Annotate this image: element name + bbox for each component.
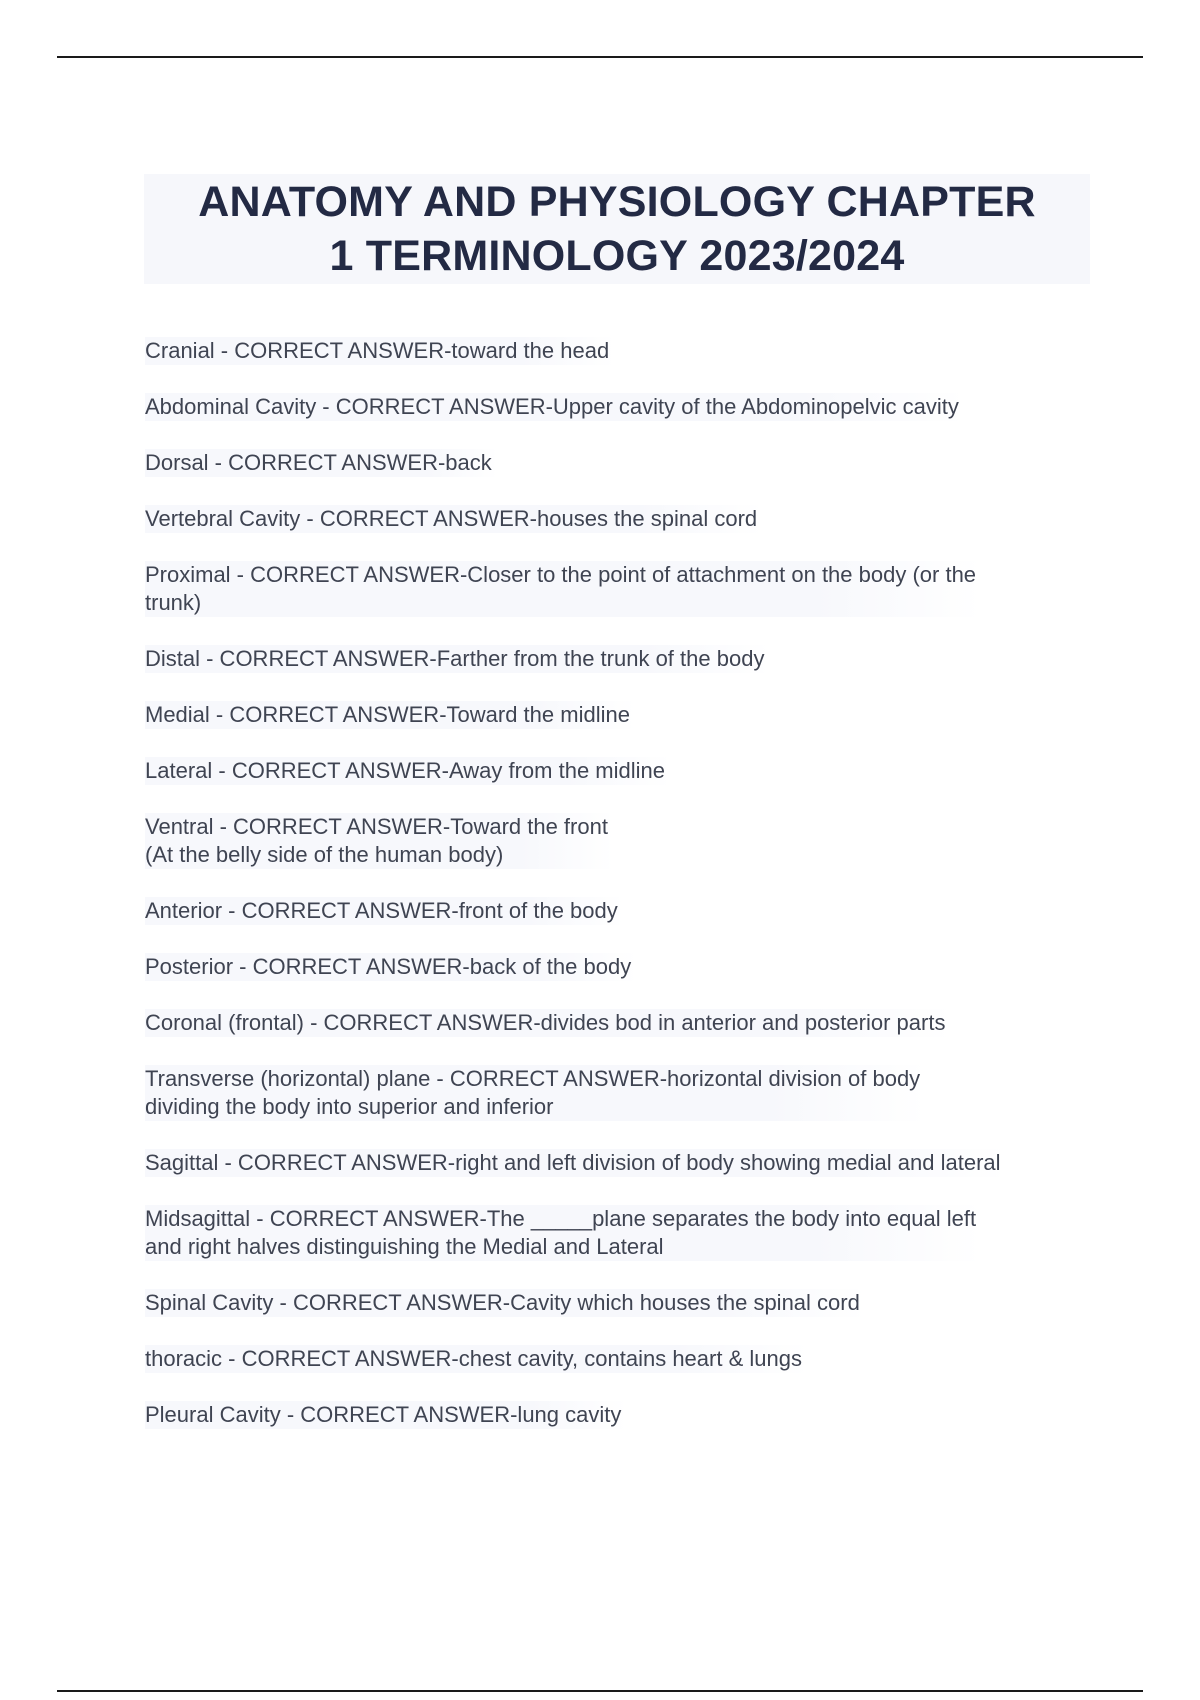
term-entry-midsagittal: Midsagittal - CORRECT ANSWER-The _____plane separates the body into equal left and right halves distinguishing the Medial and Lateral <box>145 1205 982 1261</box>
term-entry-vertebral-cavity: Vertebral Cavity - CORRECT ANSWER-houses the spinal cord <box>145 505 763 533</box>
term-entry-dorsal: Dorsal - CORRECT ANSWER-back <box>145 449 498 477</box>
terminology-list <box>145 337 1095 1457</box>
term-entry-spinal-cavity: Spinal Cavity - CORRECT ANSWER-Cavity which houses the spinal cord <box>145 1289 866 1317</box>
term-entry-anterior: Anterior - CORRECT ANSWER-front of the body <box>145 897 624 925</box>
term-entry-abdominal-cavity: Abdominal Cavity - CORRECT ANSWER-Upper cavity of the Abdominopelvic cavity <box>145 393 965 421</box>
term-entry-medial: Medial - CORRECT ANSWER-Toward the midline <box>145 701 636 729</box>
bottom-rule <box>57 1690 1143 1692</box>
title-line-1: ANATOMY AND PHYSIOLOGY CHAPTER <box>198 178 1036 226</box>
term-entry-pleural-cavity: Pleural Cavity - CORRECT ANSWER-lung cavity <box>145 1401 627 1429</box>
term-entry-thoracic: thoracic - CORRECT ANSWER-chest cavity, contains heart & lungs <box>145 1345 808 1373</box>
term-entry-proximal: Proximal - CORRECT ANSWER-Closer to the point of attachment on the body (or the trunk) <box>145 561 982 617</box>
term-entry-sagittal: Sagittal - CORRECT ANSWER-right and left division of body showing medial and lateral <box>145 1149 1007 1177</box>
title-line-2: 1 TERMINOLOGY 2023/2024 <box>329 232 905 280</box>
top-rule <box>57 56 1143 58</box>
document-title <box>198 175 1035 283</box>
term-entry-coronal: Coronal (frontal) - CORRECT ANSWER-divides bod in anterior and posterior parts <box>145 1009 951 1037</box>
title-block <box>144 174 1090 284</box>
term-entry-transverse-plane: Transverse (horizontal) plane - CORRECT ANSWER-horizontal division of body dividing the body into superior and inferior <box>145 1065 926 1121</box>
term-entry-cranial: Cranial - CORRECT ANSWER-toward the head <box>145 337 615 365</box>
term-entry-ventral: Ventral - CORRECT ANSWER-Toward the front (At the belly side of the human body) <box>145 813 614 869</box>
term-entry-distal: Distal - CORRECT ANSWER-Farther from the trunk of the body <box>145 645 770 673</box>
term-entry-posterior: Posterior - CORRECT ANSWER-back of the body <box>145 953 637 981</box>
term-entry-lateral: Lateral - CORRECT ANSWER-Away from the midline <box>145 757 671 785</box>
